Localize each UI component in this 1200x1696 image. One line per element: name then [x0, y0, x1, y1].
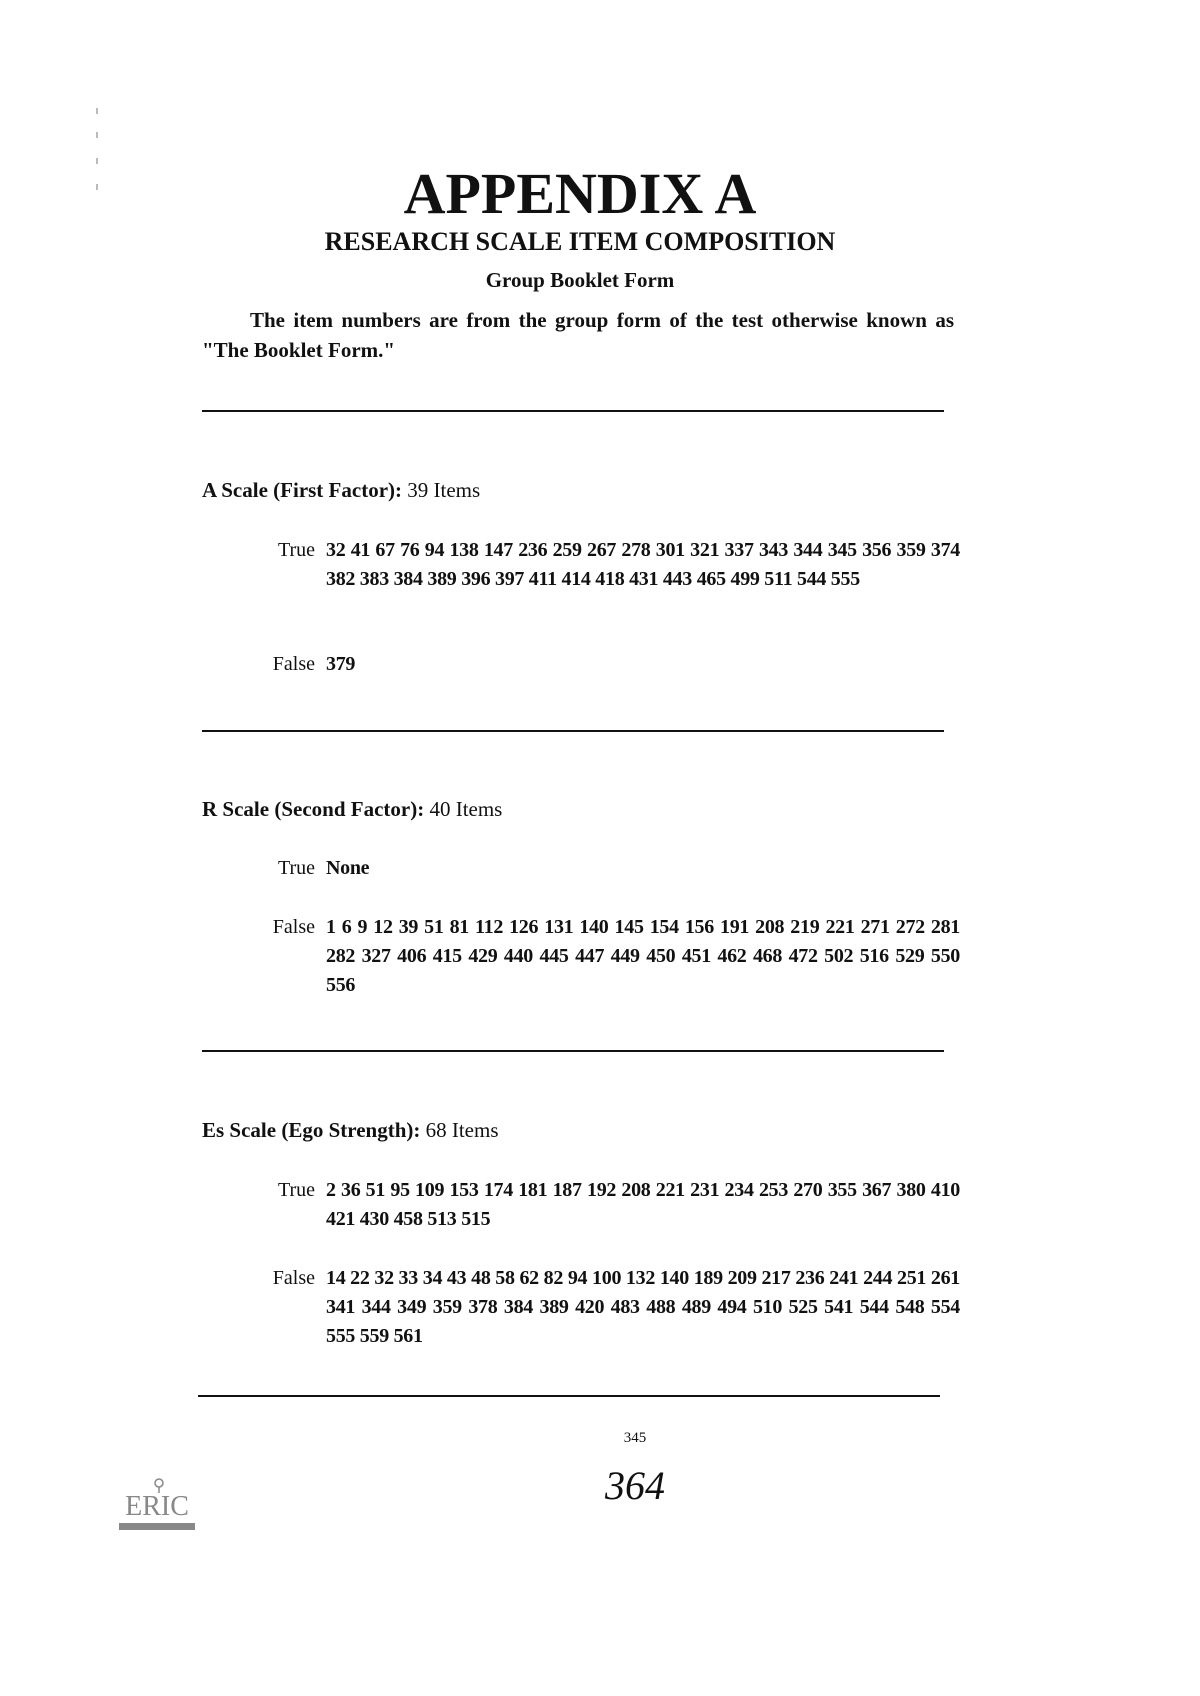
true-items: None	[326, 857, 370, 879]
false-items: 14 22 32 33 34 43 48 58 62 82 94 100 132 140 189 209 217 236 241 244 251 261 341 344 349 359 378 384 389 420 483 488 489 494 510 525 541 544 548 554 555 559 561	[326, 1267, 960, 1347]
intro-paragraph: The item numbers are from the group form of the test otherwise known as "The Booklet Form."	[202, 308, 954, 362]
section-divider	[202, 1050, 944, 1052]
false-label: False	[272, 916, 315, 938]
scale-count: 39 Items	[407, 478, 481, 502]
page-subtitle: RESEARCH SCALE ITEM COMPOSITION	[324, 227, 836, 256]
logo-text: ERIC	[125, 1491, 189, 1522]
margin-mark	[96, 132, 98, 138]
false-items: 1 6 9 12 39 51 81 112 126 131 140 145 154 156 191 208 219 221 271 272 281 282 327 406 415 429 440 445 447 449 450 451 462 468 472 502 516 529 550 556	[326, 916, 960, 996]
true-label: True	[277, 1179, 315, 1201]
section-divider	[202, 730, 944, 732]
scale-count: 40 Items	[429, 797, 503, 821]
page-number: 345	[623, 1430, 647, 1446]
true-label: True	[277, 539, 315, 561]
scale-es-true-entry	[240, 1176, 960, 1234]
scale-name: R Scale (Second Factor):	[202, 797, 425, 821]
false-label: False	[272, 1267, 315, 1289]
scale-es-false-entry	[240, 1264, 960, 1351]
true-items: 32 41 67 76 94 138 147 236 259 267 278 301 321 337 343 344 345 356 359 374 382 383 384 389 396 397 411 414 418 431 443 465 499 511 544 555	[326, 539, 960, 590]
page-title: APPENDIX A	[403, 161, 757, 226]
scale-heading-es	[202, 1118, 499, 1143]
scale-name: Es Scale (Ego Strength):	[202, 1118, 421, 1142]
scale-name: A Scale (First Factor):	[202, 478, 403, 502]
eric-logo	[115, 1477, 199, 1535]
section-divider	[202, 410, 944, 412]
scale-a-false-entry	[240, 650, 960, 679]
form-name: Group Booklet Form	[485, 268, 675, 292]
scale-r-true-entry	[240, 854, 960, 883]
margin-mark	[96, 108, 98, 114]
section-divider	[198, 1395, 940, 1397]
scale-a-true-entry	[240, 536, 960, 594]
false-label: False	[272, 653, 315, 675]
stamp-number: 364	[605, 1463, 665, 1508]
scale-heading-r	[202, 797, 502, 822]
false-items: 379	[326, 653, 356, 675]
scale-r-false-entry	[240, 913, 960, 1000]
true-label: True	[277, 857, 315, 879]
true-items: 2 36 51 95 109 153 174 181 187 192 208 221 231 234 253 270 355 367 380 410 421 430 458 513 515	[326, 1179, 960, 1230]
scale-count: 68 Items	[425, 1118, 499, 1142]
scale-heading-a	[202, 478, 480, 503]
